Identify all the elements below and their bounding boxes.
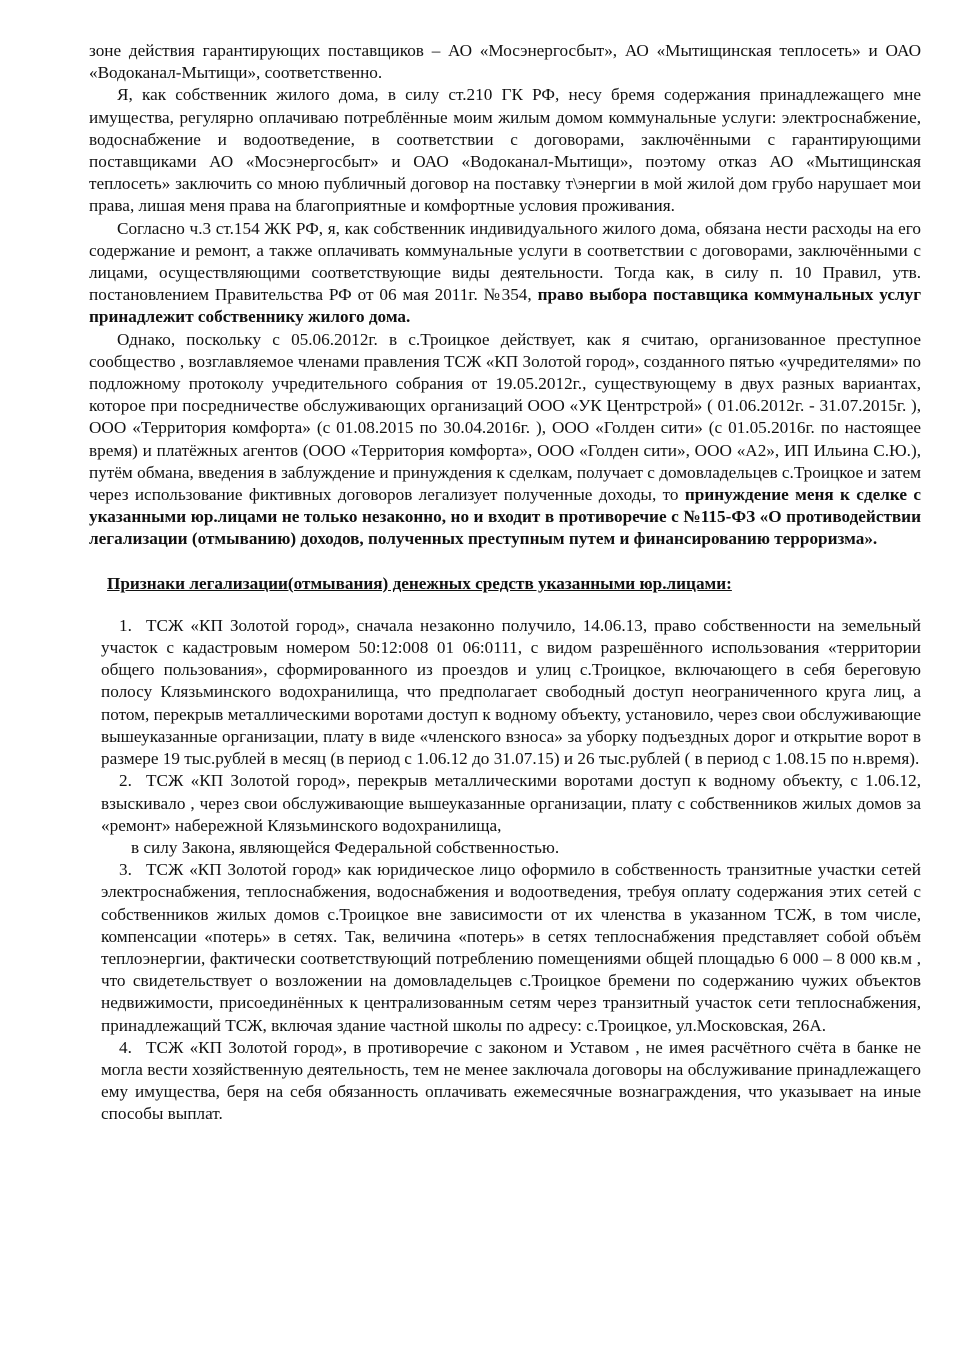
list-item — [89, 770, 921, 859]
paragraph-4 — [89, 329, 921, 551]
paragraph-2: Я, как собственник жилого дома, в силу ст.210 ГК РФ, несу бремя содержания принадлежащего мне имущества, регулярно оплачиваю потреблённые моим жилым домом коммунальные услуги: электроснабжение, водоснабжение и водоотведение, в соответствии с договорами, заключёнными с гарантирующими поставщиками АО «Мосэнергосбыт» и ОАО «Водоканал-Мытищи», поэтому отказ АО «Мытищинская теплосеть» заключить со мною публичный договор на поставку т\энергии в мой жилой дом грубо нарушает мои права, лишая меня права на благоприятные и комфортные условия проживания. — [89, 85, 921, 216]
paragraph-1: зоне действия гарантирующих поставщиков – АО «Мосэнергосбыт», АО «Мытищинская теплосеть» и ОАО «Водоканал-Мытищи», соответственно. — [89, 41, 921, 83]
section-heading: Признаки легализации(отмывания) денежных средств указанными юр.лицами: — [107, 573, 732, 593]
paragraph-4-bold: принуждение меня к сделке с указанными юр.лицами не только незаконно, но и входит в противоречие с №115-ФЗ «О противодействии легализации (отмыванию) доходов, полученных преступным путем и финансированию терроризма». — [89, 485, 922, 549]
list-item-number: 1. — [119, 615, 132, 635]
list-item-text: ТСЖ «КП Золотой город», сначала незаконно получило, 14.06.13, право собственности на земельный участок с кадастровым номером 50:12:008 01 06:0111, с видом разрешённого использования «территории общего пользования», сформированного из проездов и улиц с.Троицкое, включающего в себя береговую полосу Клязьминского водохранилища, что предполагает свободный доступ неограниченного круга лиц, а потом, перекрыв металлическими воротами доступ к водному объекту, установило, через свои обслуживающие вышеуказанные организации, плату в виде «членского взноса» за уборку подъездных дорог и открытие ворот в размере 19 тыс.рублей в месяц (в период с 1.06.12 до 31.07.15) и 26 тыс.рублей ( в период с 1.08.15 по н.время). — [101, 615, 921, 769]
paragraph-4-text: Однако, поскольку с 05.06.2012г. в с.Троицкое действует, как я считаю, организованное преступное сообщество , возглавляемое членами правления ТСЖ «КП Золотой город», созданного пятью «учредителями» по подложному протоколу учредительного собрания от 19.05.2012г., существующему в двух разных вариантах, которое при посредничестве обслуживающих организаций ООО «УК Центрстрой» ( 01.06.2012г. - 31.07.2015г. ), ООО «Территория комфорта» (с 01.08.2015 по 30.04.2016г. ), ООО «Голден сити» (с 01.05.2016г. по настоящее время) и платёжных агентов (ООО «Территория комфорта», ООО «Голден сити», ООО «А2», ИП Ильина С.Ю.), путём обмана, введения в заблуждение и принуждения к сделкам, получает с домовладельцев с.Троицкое и затем через использование фиктивных договоров легализует полученные доходы, то — [89, 329, 921, 505]
paragraph-3 — [89, 218, 921, 329]
list-item-text: ТСЖ «КП Золотой город», перекрыв металлическими воротами доступ к водному объекту, с 1.06.12, взыскивало , через свои обслуживающие вышеуказанные организации, плату с собственников жилых домов за «ремонт» набережной Клязьминского водохранилища, — [101, 771, 921, 835]
list-item-continuation: в силу Закона, являющейся Федеральной собственностью. — [131, 837, 560, 857]
list-item-number: 3. — [119, 860, 132, 880]
list-item-number: 2. — [119, 771, 132, 791]
numbered-list — [89, 615, 921, 1126]
paragraph-3-bold: право выбора поставщика коммунальных услуг принадлежит собственнику жилого дома. — [89, 285, 922, 327]
list-item-text: ТСЖ «КП Золотой город», в противоречие с законом и Уставом , не имея расчётного счёта в банке не могла вести хозяйственную деятельность, тем не менее заключала договоры на обслуживание принадлежащего ему имущества, беря на себя обязанность оплачивать ежемесячные вознаграждения, что указывает на иные способы выплат. — [101, 1037, 921, 1124]
document-page — [89, 40, 921, 1126]
list-item-number: 4. — [119, 1037, 132, 1057]
list-item — [89, 615, 921, 770]
paragraph-3-text: Согласно ч.3 ст.154 ЖК РФ, я, как собственник индивидуального жилого дома, обязана нести расходы на его содержание и ремонт, а также оплачивать коммунальные услуги в соответствии с договорами, заключёнными с лицами, осуществляющими соответствующие виды деятельности. Тогда как, в силу п. 10 Правил, утв. постановлением Правительства РФ от 06 мая 2011г. №354, — [89, 218, 921, 305]
list-item — [89, 859, 921, 1037]
list-item-text: ТСЖ «КП Золотой город» как юридическое лицо оформило в собственность транзитные участки сетей электроснабжения, теплоснабжения, водоснабжения и водоотведения, требуя оплату содержания этих сетей с собственников жилых домов с.Троицкое вне зависимости от их членства в указанном ТСЖ, в том числе, компенсации «потерь» в сетях. Так, величина «потерь» в сетях теплоснабжения представляет собой объём теплоэнергии, фактически соответствующий потреблению помещениями общей площадью 6 000 – 8 000 кв.м , что свидетельствует о возложении на домовладельцев с.Троицкое бремени по содержанию чужих объектов недвижимости, присоединённых к централизованным сетям через транзитный участок сети теплоснабжения, принадлежащий ТСЖ, включая здание частной школы по адресу: с.Троицкое, ул.Московская, 26А. — [101, 860, 921, 1035]
list-item — [89, 1037, 921, 1126]
